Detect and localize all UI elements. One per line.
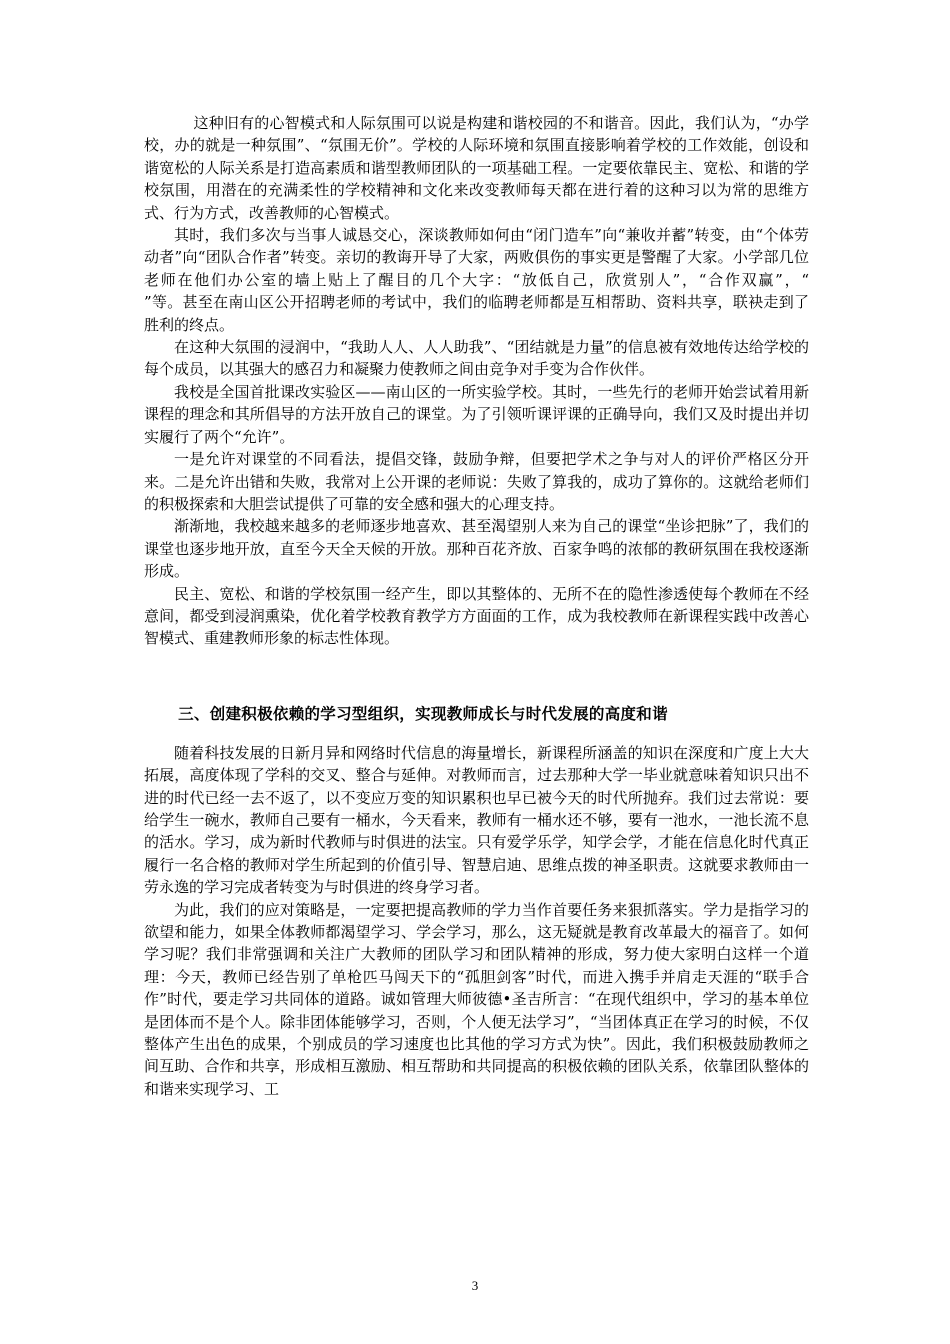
section-spacer xyxy=(144,650,809,674)
paragraph: 这种旧有的心智模式和人际氛围可以说是构建和谐校园的不和谐音。因此，我们认为，“办学校，办的就是一种氛围”、“氛围无价”。学校的人际环境和氛围直接影响着学校的工作效能，创设和谐宽松的人际关系是打造高素质和谐型教师团队的一项基础工程。一定要依靠民主、宽松、和谐的学校氛围，用潜在的充满柔性的学校精神和文化来改变教师每天都在进行着的这种习以为常的思维方式、行为方式，改善教师的心智模式。 xyxy=(144,114,809,222)
paragraph: 随着科技发展的日新月异和网络时代信息的海量增长，新课程所涵盖的知识在深度和广度上大大拓展，高度体现了学科的交叉、整合与延伸。对教师而言，过去那种大学一毕业就意味着知识只出不进的时代已经一去不返了，以不变应万变的知识累积也早已被今天的时代所抛弃。我们过去常说：要给学生一碗水，教师自己要有一桶水，今天看来，教师有一桶水还不够，要有一池水，一池长流不息的活水。学习，成为新时代教师与时俱进的法宝。只有爱学乐学，知学会学，才能在信息化时代真正履行一名合格的教师对学生所起到的价值引导、智慧启迪、思维点拨的神圣职责。这就要求教师由一劳永逸的学习完成者转变为与时俱进的终身学习者。 xyxy=(144,743,809,897)
page-number: 3 xyxy=(471,1278,479,1293)
document-body xyxy=(144,112,855,1100)
paragraph: 在这种大氛围的浸润中，“我助人人、人人助我”、“团结就是力量”的信息被有效地传达给学校的每个成员，以其强大的感召力和凝聚力使教师之间由竞争对手变为合作伙伴。 xyxy=(144,338,809,379)
paragraph: 为此，我们的应对策略是，一定要把提高教师的学力当作首要任务来狠抓落实。学力是指学习的欲望和能力，如果全体教师都渴望学习、学会学习，那么，这无疑就是教育改革最大的福音了。如何学习呢？我们非常强调和关注广大教师的团队学习和团队精神的形成，努力使大家明白这样一个道理：今天，教师已经告别了单枪匹马闯天下的“孤胆剑客”时代，而进入携手并肩走天涯的“联手合作”时代，要走学习共同体的道路。诚如管理大师彼德•圣吉所言：“在现代组织中，学习的基本单位是团体而不是个人。除非团体能够学习，否则，个人便无法学习”，“当团体真正在学习的时候，不仅整体产生出色的成果，个别成员的学习速度也比其他的学习方式为快”。因此，我们积极鼓励教师之间互助、合作和共享，形成相互激励、相互帮助和共同提高的积极依赖的团队关系，依靠团队整体的和谐来实现学习、工 xyxy=(144,900,809,1098)
paragraph: 民主、宽松、和谐的学校氛围一经产生，即以其整体的、无所不在的隐性渗透使每个教师在不经意间，都受到浸润熏染，优化着学校教育教学方方面面的工作，成为我校教师在新课程实践中改善心智模式、重建教师形象的标志性体现。 xyxy=(144,584,809,648)
paragraph: 一是允许对课堂的不同看法，提倡交锋，鼓励争辩，但要把学术之争与对人的评价严格区分开来。二是允许出错和失败，我常对上公开课的老师说：失败了算我的，成功了算你的。这就给老师们的积极探索和大胆尝试提供了可靠的安全感和强大的心理支持。 xyxy=(144,450,809,513)
section-heading: 三、创建积极依赖的学习型组织，实现教师成长与时代发展的高度和谐 xyxy=(178,704,668,723)
paragraph: 渐渐地，我校越来越多的老师逐步地喜欢、甚至渴望别人来为自己的课堂“坐诊把脉”了，我们的课堂也逐步地开放，直至今天全天候的开放。那种百花齐放、百家争鸣的浓郁的教研氛围在我校逐渐形成。 xyxy=(144,517,809,581)
paragraph: 其时，我们多次与当事人诚恳交心，深谈教师如何由“闭门造车”向“兼收并蓄”转变，由“个体劳动者”向“团队合作者”转变。亲切的教诲开导了大家，两败俱伤的事实更是警醒了大家。小学部几位老师在他们办公室的墙上贴上了醒目的几个大字：“放低自己，欣赏别人”，“合作双赢”，“ ”等。甚至在南山区公开招聘老师的考试中，我们的临聘老师都是互相帮助、资料共享，联袂走到了胜利的终点。 xyxy=(144,226,855,334)
paragraph: 我校是全国首批课改实验区——南山区的一所实验学校。其时，一些先行的老师开始尝试着用新课程的理念和其所倡导的方法开放自己的课堂。为了引领听课评课的正确导向，我们又及时提出并切实履行了两个“允许”。 xyxy=(144,382,809,446)
